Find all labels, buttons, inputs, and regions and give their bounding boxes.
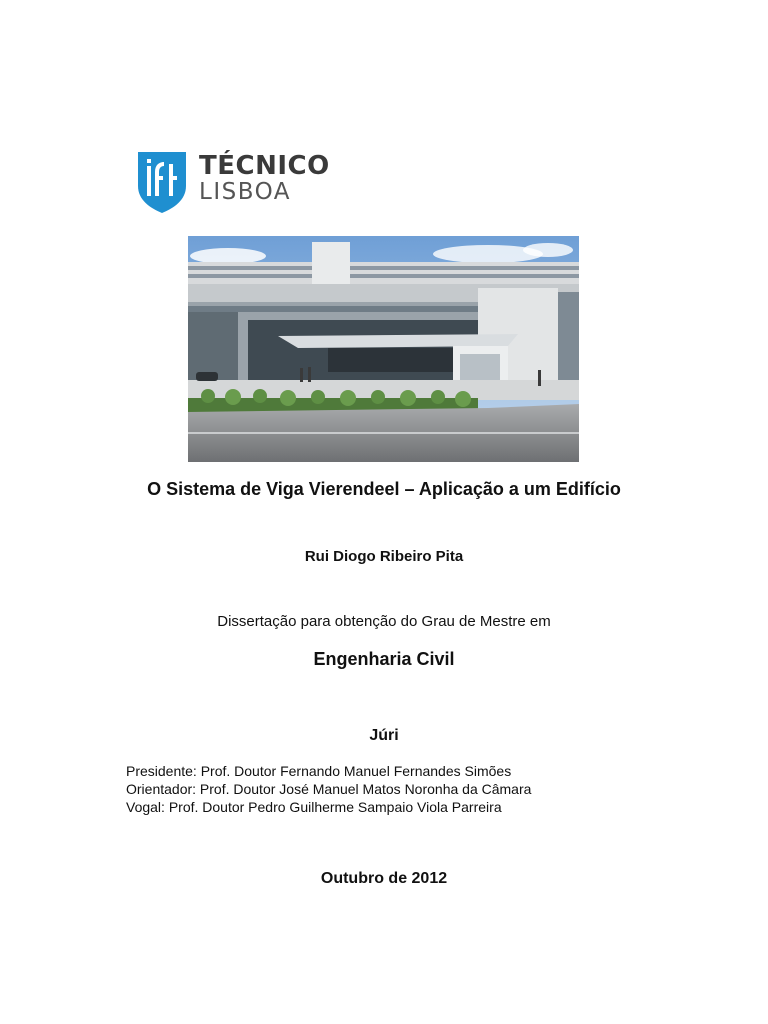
building-rendering-image bbox=[188, 236, 579, 462]
jury-member-advisor: Orientador: Prof. Doutor José Manuel Matos Noronha da Câmara bbox=[126, 781, 532, 797]
jury-member-examiner: Vogal: Prof. Doutor Pedro Guilherme Sampaio Viola Parreira bbox=[126, 799, 502, 815]
degree-intro: Dissertação para obtenção do Grau de Mestre em bbox=[217, 613, 551, 630]
jury-member-president: Presidente: Prof. Doutor Fernando Manuel Fernandes Simões bbox=[126, 763, 512, 779]
tecnico-lisboa-logo bbox=[136, 150, 330, 216]
submission-date: Outubro de 2012 bbox=[320, 870, 448, 887]
ist-shield-icon bbox=[136, 150, 188, 214]
logo-text-tecnico: TÉCNICO bbox=[199, 151, 330, 181]
logo-text-lisboa: LISBOA bbox=[199, 179, 292, 205]
degree-field: Engenharia Civil bbox=[313, 649, 455, 669]
jury-heading: Júri bbox=[369, 727, 399, 744]
author-name: Rui Diogo Ribeiro Pita bbox=[304, 548, 464, 565]
jury-list bbox=[126, 762, 646, 816]
thesis-title: O Sistema de Viga Vierendeel – Aplicação a um Edifício bbox=[147, 479, 621, 499]
